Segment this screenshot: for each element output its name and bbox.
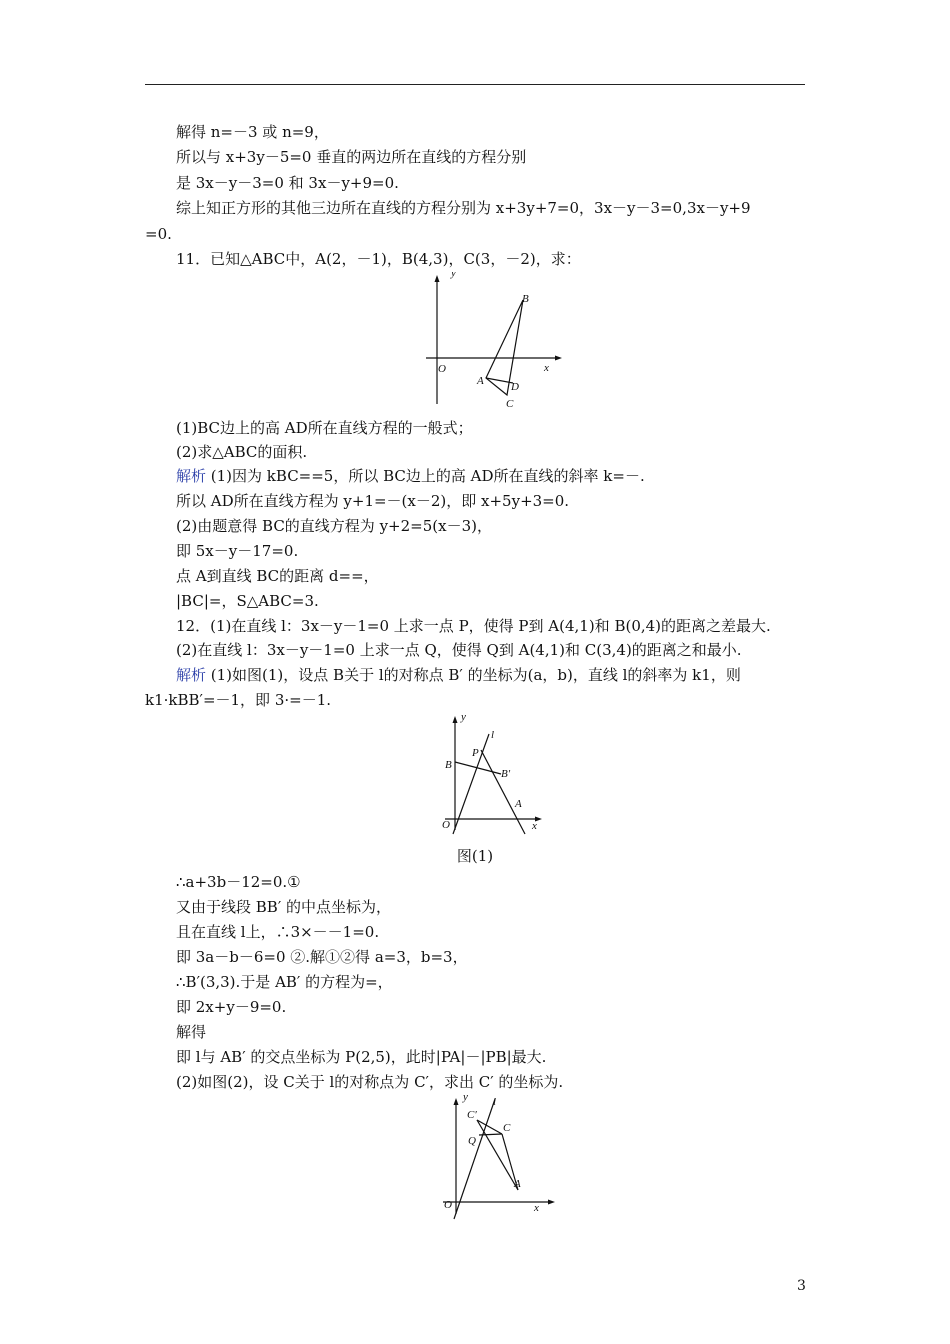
solution-11-line: 点 A到直线 BC的距离 d==， bbox=[176, 567, 379, 585]
solution-12-line: (2)如图(2)，设 C关于 l的对称点为 C′，求出 C′ 的坐标为. bbox=[176, 1073, 564, 1091]
point-a-label: A bbox=[477, 375, 484, 387]
text-line: =0. bbox=[145, 225, 172, 243]
point-d-label: D bbox=[511, 381, 519, 393]
figure-1 bbox=[435, 712, 550, 837]
point-c-prime-label: C′ bbox=[467, 1109, 477, 1121]
q11-part-1: (1)BC边上的高 AD所在直线方程的一般式； bbox=[176, 419, 473, 437]
solution-12-line: 且在直线 l上，∴3×－－1=0. bbox=[176, 923, 380, 941]
text-line: 所以与 x+3y－5=0 垂直的两边所在直线的方程分别 bbox=[176, 148, 527, 166]
origin-label: O bbox=[438, 363, 446, 375]
origin-label: O bbox=[442, 819, 450, 831]
line-l-label: l bbox=[491, 729, 495, 741]
solution-12-line: k1·kBB′=－1，即 3·=－1. bbox=[145, 691, 332, 709]
question-11: 11．已知△ABC中，A(2，－1)，B(4,3)，C(3，－2)，求： bbox=[176, 250, 581, 268]
solution-12-line: 又由于线段 BB′ 的中点坐标为， bbox=[176, 898, 391, 916]
question-12-part-1: 12．(1)在直线 l：3x－y－1=0 上求一点 P，使得 P到 A(4,1)和 B(0,4)的距离之差最大. bbox=[176, 617, 771, 635]
point-q-label: Q bbox=[468, 1135, 476, 1147]
solution-11-line: 所以 AD所在直线方程为 y+1=－(x－2)，即 x+5y+3=0. bbox=[176, 492, 570, 510]
solution-11-line: 解析 (1)因为 kBC==5，所以 BC边上的高 AD所在直线的斜率 k=－. bbox=[176, 467, 645, 485]
text-line: 是 3x－y－3=0 和 3x－y+9=0. bbox=[176, 174, 399, 192]
point-b-label: B bbox=[445, 759, 452, 771]
figure-1-caption: 图(1) bbox=[456, 847, 494, 865]
solution-12-line: 解析 (1)如图(1)，设点 B关于 l的对称点 B′ 的坐标为(a，b)，直线 l的斜率为 k1，则 bbox=[176, 666, 741, 684]
line-l-label: l bbox=[493, 1096, 497, 1108]
text-line: 综上知正方形的其他三边所在直线的方程分别为 x+3y+7=0，3x－y－3=0,3x－y+9 bbox=[176, 199, 751, 217]
analysis-label: 解析 bbox=[176, 666, 207, 684]
solution-12-line: 即 l与 AB′ 的交点坐标为 P(2,5)，此时|PA|－|PB|最大. bbox=[176, 1048, 547, 1066]
point-p-label: P bbox=[472, 747, 479, 759]
solution-11-line: |BC|=，S△ABC=3. bbox=[176, 592, 319, 610]
solution-11-line: 即 5x－y－17=0. bbox=[176, 542, 299, 560]
solution-12-line: ∴a+3b－12=0.① bbox=[176, 873, 301, 891]
solution-12-line: 即 2x+y－9=0. bbox=[176, 998, 287, 1016]
point-c-label: C bbox=[506, 398, 514, 410]
point-a-label: A bbox=[514, 1178, 521, 1190]
figure-2 bbox=[437, 1094, 562, 1222]
point-b-prime-label: B′ bbox=[501, 768, 511, 780]
x-axis-label: x bbox=[532, 820, 537, 832]
point-b-label: B bbox=[522, 293, 529, 305]
point-a-label: A bbox=[515, 798, 522, 810]
analysis-label: 解析 bbox=[176, 467, 207, 485]
solution-11-line: (2)由题意得 BC的直线方程为 y+2=5(x－3)， bbox=[176, 517, 492, 535]
x-axis-label: x bbox=[544, 362, 549, 374]
header-rule bbox=[145, 84, 805, 85]
x-axis-label: x bbox=[534, 1202, 539, 1214]
origin-label: O bbox=[444, 1199, 452, 1211]
q11-part-2: (2)求△ABC的面积. bbox=[176, 443, 308, 461]
y-axis-label: y bbox=[451, 272, 456, 279]
y-axis-label: y bbox=[463, 1094, 468, 1103]
solution-12-line: ∴B′(3,3).于是 AB′ 的方程为=， bbox=[176, 973, 393, 991]
solution-12-line: 即 3a－b－6=0 ②.解①②得 a=3，b=3， bbox=[176, 948, 468, 966]
page-number: 3 bbox=[797, 1278, 806, 1294]
y-axis-label: y bbox=[461, 712, 466, 723]
question-12-part-2: (2)在直线 l：3x－y－1=0 上求一点 Q，使得 Q到 A(4,1)和 C(3,4)的距离之和最小. bbox=[176, 641, 742, 659]
triangle-abc-figure bbox=[420, 272, 565, 414]
point-c-label: C bbox=[503, 1122, 511, 1134]
text-line: 解得 n=－3 或 n=9， bbox=[176, 123, 329, 141]
solution-12-line: 解得 bbox=[176, 1023, 207, 1041]
